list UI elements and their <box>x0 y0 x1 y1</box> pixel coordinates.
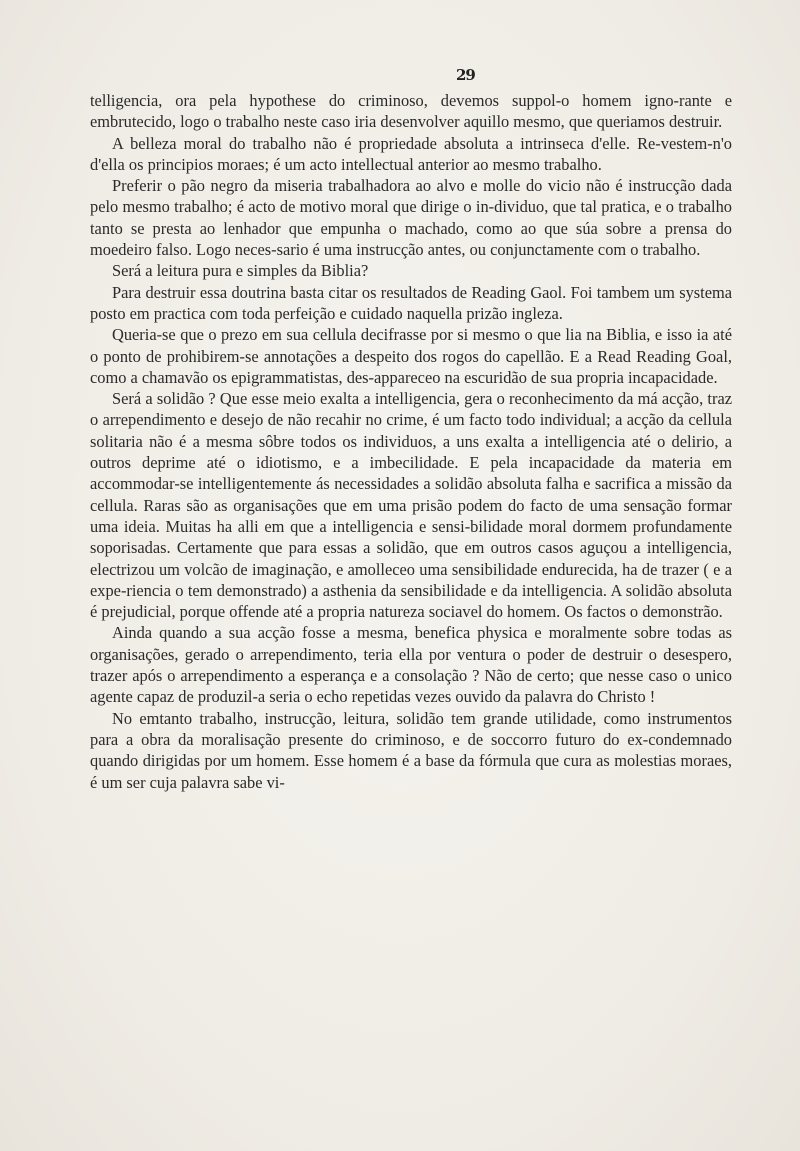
page-number: 29 <box>456 66 475 84</box>
paragraph-7: Será a solidão ? Que esse meio exalta a intelligencia, gera o reconhecimento da má acção, traz o arrependimento e desejo de não recahir no crime, é um facto todo individual; a acção da cellula solitaria não é a mesma sôbre todos os individuos, a uns exalta a intelligencia até o delirio, a outros deprime até o idiotismo, e a imbecilidade. E pela incapacidade da materia em accommodar-se intelligentemente ás necessidades a solidão absoluta falha e sacrifica a missão da cellula. Raras são as organisações que em uma prisão podem do facto de uma sensação formar uma ideia. Muitas ha alli em que a intelligencia e sensi-bilidade moral dormem profundamente soporisadas. Certamente que para essas a solidão, que em outros casos aguçou a intelligencia, electrizou um volcão de imaginação, e amolleceo uma sensibilidade endurecida, ha de trazer ( e a expe-riencia o tem demonstrado) a asthenia da sensibilidade e da intelligencia. A solidão absoluta é prejudicial, porque offende até a propria natureza sociavel do homem. Os factos o demonstrão. <box>90 389 732 622</box>
paragraph-9: No emtanto trabalho, instrucção, leitura, solidão tem grande utilidade, como instrumentos para a obra da moralisação presente do criminoso, e de soccorro futuro do ex-condemnado quando dirigidas por um homem. Esse homem é a base da fórmula que cura as molestias moraes, é um ser cuja palavra sabe vi- <box>90 708 732 792</box>
paragraph-2: A belleza moral do trabalho não é propriedade absoluta a intrinseca d'elle. Re-vestem-n'o d'ella os principios moraes; é um acto intellectual anterior ao mesmo trabalho. <box>90 133 732 174</box>
page-text <box>90 90 732 793</box>
paragraph-4: Será a leitura pura e simples da Biblia? <box>112 261 369 281</box>
paragraph-3: Preferir o pão negro da miseria trabalhadora ao alvo e molle do vicio não é instrucção dada pelo mesmo trabalho; é acto de motivo moral que dirige o in-dividuo, que tal pratica, e o trabalho tanto se presta ao lenhador que empunha o machado, como ao que súa sobre a prensa do moedeiro falso. Logo neces-sario é uma instrucção antes, ou conjunctamente com o trabalho. <box>90 176 732 260</box>
paragraph-6: Queria-se que o prezo em sua cellula decifrasse por si mesmo o que lia na Biblia, e isso ia até o ponto de prohibirem-se annotações a despeito dos rogos do capellão. E a Read Reading Goal, como a chamavão os epigrammatistas, des-appareceo na escuridão de sua propria incapacidade. <box>90 325 732 387</box>
paragraph-5: Para destruir essa doutrina basta citar os resultados de Reading Gaol. Foi tambem um systema posto em practica com toda perfeição e cuidado naquella prizão ingleza. <box>90 282 732 323</box>
paragraph-8: Ainda quando a sua acção fosse a mesma, benefica physica e moralmente sobre todas as organisações, gerado o arrependimento, teria ella por ventura o poder de destruir o desespero, trazer após o arrependimento a esperança e a consolação ? Não de certo; que nesse caso o unico agente capaz de produzil-a seria o echo repetidas vezes ouvido da palavra do Christo ! <box>90 623 732 707</box>
paragraph-1: telligencia, ora pela hypothese do criminoso, devemos suppol-o homem igno-rante e embrutecido, logo o trabalho neste caso iria desenvolver aquillo mesmo, que queriamos destruir. <box>90 91 732 132</box>
